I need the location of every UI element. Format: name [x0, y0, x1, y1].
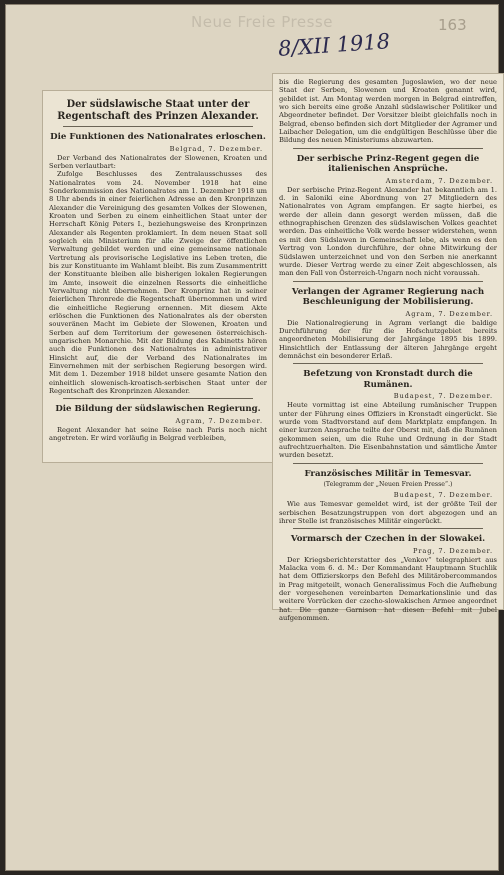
dateline: Agram, 7. Dezember. [405, 309, 493, 318]
section-headline: Die Funktionen des Nationalrates erloschen. [50, 132, 266, 142]
article-paragraph: Regent Alexander hat seine Reise nach Paris noch nicht angetreten. Er wird vorläufig in Belgrad verbleiben, [49, 425, 267, 443]
article-paragraph: Heute vormittag ist eine Abteilung rumänischer Truppen unter der Führung eines Offiziers in Kronstadt eingerückt. Sie wurde vom Stadtvorstand auf dem Marktplatz empfangen. In einer kurzen Ansprache teilte der Oberst mit, daß die Rumänen gekommen seien, um die Ruhe und Ordnung in der Stadt aufrechtzuerhalten. Die Eisenbahnstation und sämtliche Ämter wurden besetzt. [279, 401, 497, 460]
divider [293, 363, 483, 364]
clipping-right [272, 73, 504, 623]
section-headline: Der serbische Prinz-Regent gegen die italienischen Ansprüche. [296, 153, 480, 175]
divider [293, 281, 483, 282]
archive-sheet [5, 4, 499, 871]
divider [293, 528, 483, 529]
article-paragraph: Die Nationalregierung in Agram verlangt die baldige Durchführung der für die Hofschutzgebiet bereits angeordneten Mobilisierung der Jahrgänge 1895 bis 1899. Hinsichtlich der Entlassung der älteren Jahrgänge ergeht demnächst ein besonderer Erlaß. [279, 318, 497, 360]
source-stamp: Neue Freie Presse [191, 13, 333, 31]
divider [293, 463, 483, 464]
dateline: Amsterdam, 7. Dezember. [385, 176, 493, 185]
divider [293, 148, 483, 149]
dateline: Budapest, 7. Dezember. [393, 392, 493, 401]
dateline: Belgrad, 7. Dezember. [169, 144, 263, 153]
folio-number: 163 [438, 16, 467, 34]
article-paragraph: Der Verband des Nationalrates der Slowenen, Kroaten und Serben verlautbart: [49, 153, 267, 170]
telegram-note: (Telegramm der „Neuen Freien Presse“.) [323, 481, 453, 489]
divider [63, 126, 253, 127]
handwritten-date: 8/XII 1918 [277, 29, 391, 61]
section-headline: Die Bildung der südslawischen Regierung. [55, 404, 261, 415]
article-paragraph: Der Kriegsberichterstatter des „Venkov“ telegraphiert aus Malacka vom 6. d. M.: Der Kommandant Hauptmann Stuchlik hat dem Offizierskorps den Befehl des Militärobercommandos in Prag mitgeteilt, wonach Generalissimus Foch die Aufhebung der vorgesehenen vereinbarten Demarkationslinie und das weitere Vorrücken der czecho-slowakischen Armee angeordnet hat. Die ganze Garnison hat diesen Befehl mit Jubel aufgenommen. [279, 555, 497, 623]
clipping-left [42, 90, 274, 463]
article-paragraph: Der serbische Prinz-Regent Alexander hat bekanntlich am 1. d. in Saloniki eine Abordnung von 27 Mitgliedern des Nationalrates von Agram empfangen. Er sagte hierbei, es werde der allein dann gesorgt werden müssen, daß die ethnographischen Grenzen des südslawischen Volkes geachtet werden. Das einheitliche Volk werde besser widerstehen, wenn es mit den Südslawen in Gemeinschaft lebe, als wenn es den Vertrag von London durchführe, der ohne Mitwirkung der Südslawen unterzeichnet und von den Serben nie anerkannt wurde. Dieser Vertrag werde zu einer Zeit abgeschlossen, als man den Fall von Österreich-Ungarn noch nicht voraussah. [279, 185, 497, 278]
main-headline: Der südslawische Staat unter der Regentschaft des Prinzen Alexander. [57, 99, 259, 122]
article-paragraph: Zufolge Beschlusses des Zentralausschusses des Nationalrates vom 24. November 1918 hat eine Sonderkommission des Nationalrates am 1. Dezember 1918 um 8 Uhr abends in einer feierlichen Adresse an den Kronprinzen Alexander die Vereinigung des gesamten Volkes der Slowenen, Kroaten und Serben zu einem einheitlichen Staat unter der Herrschaft König Peters I., beziehungsweise des Kronprinzen Alexander als Regenten proklamiert. In dem neuen Staat soll sogleich ein Ministerium für alle Zweige der öffentlichen Verwaltung gebildet werden und eine gemeinsame nationale Vertretung als provisorische Legislative ins Leben treten, die bis zur Konstituante im Wahlamt bleibt. Bis zum Zusammentritt der Konstituante bleiben alle bisherigen lokalen Regierungen im Amte, insoweit die einzelnen Ressorts die einheitliche Verwaltung nicht übernehmen. Der Kronprinz hat in seiner feierlichen Thronrede die Regentschaft übernommen und wird die einheitliche Regierung ernennen. Mit diesem Akte erlöschen die Funktionen des Nationalrates als der obersten souveränen Macht im Gebiete der Slowenen, Kroaten und Serben auf dem Territorium der gewesenen österreichisch-ungarischen Monarchie. Mit der Bildung des Kabinetts hören auch die Funktionen des Nationalrates in administrativer Hinsicht auf, die der Verband des Nationalrates im Einvernehmen mit der serbischen Regierung besorgen wird. Mit dem 1. Dezember 1918 bildet unsere gesamte Nation den einheitlich slowenisch-kroatisch-serbischen Staat unter der Regentschaft des Kronprinzen Alexander. [49, 170, 267, 396]
section-headline: Französisches Militär in Temesvar. [304, 468, 472, 479]
dateline: Prag, 7. Dezember. [413, 546, 493, 555]
article-paragraph: bis die Regierung des gesamten Jugoslawien, wo der neue Staat der Serben, Slowenen und Kroaten genannt wird, gebildet ist. Am Montag werden morgen in Belgrad eintreffen, wo sich bereits eine große Anzahl südslawischer Politiker und Abgeordneter befindet. Der Vorsitzer bleibt gleichfalls noch in Belgrad, ebenso befinden sich dort Mitglieder der Agramer und Laibacher Delegation, um die endgültigen Beschlüsse über die Bildung des neuen Ministeriums abzuwarten. [279, 78, 497, 145]
article-paragraph: Wie aus Temesvar gemeldet wird, ist der größte Teil der serbischen Besatzungstruppen von dort abgezogen und an ihrer Stelle ist französisches Militär eingerückt. [279, 500, 497, 525]
section-headline: Befetzung von Kronstadt durch die Rumänen. [303, 369, 473, 390]
section-headline: Vormarsch der Czechen in der Slowakei. [290, 534, 486, 545]
divider [63, 398, 253, 399]
dateline: Budapest, 7. Dezember. [393, 491, 493, 500]
dateline: Agram, 7. Dezember. [175, 416, 263, 425]
section-headline: Verlangen der Agramer Regierung nach Beschleunigung der Mobilisierung. [291, 286, 485, 308]
